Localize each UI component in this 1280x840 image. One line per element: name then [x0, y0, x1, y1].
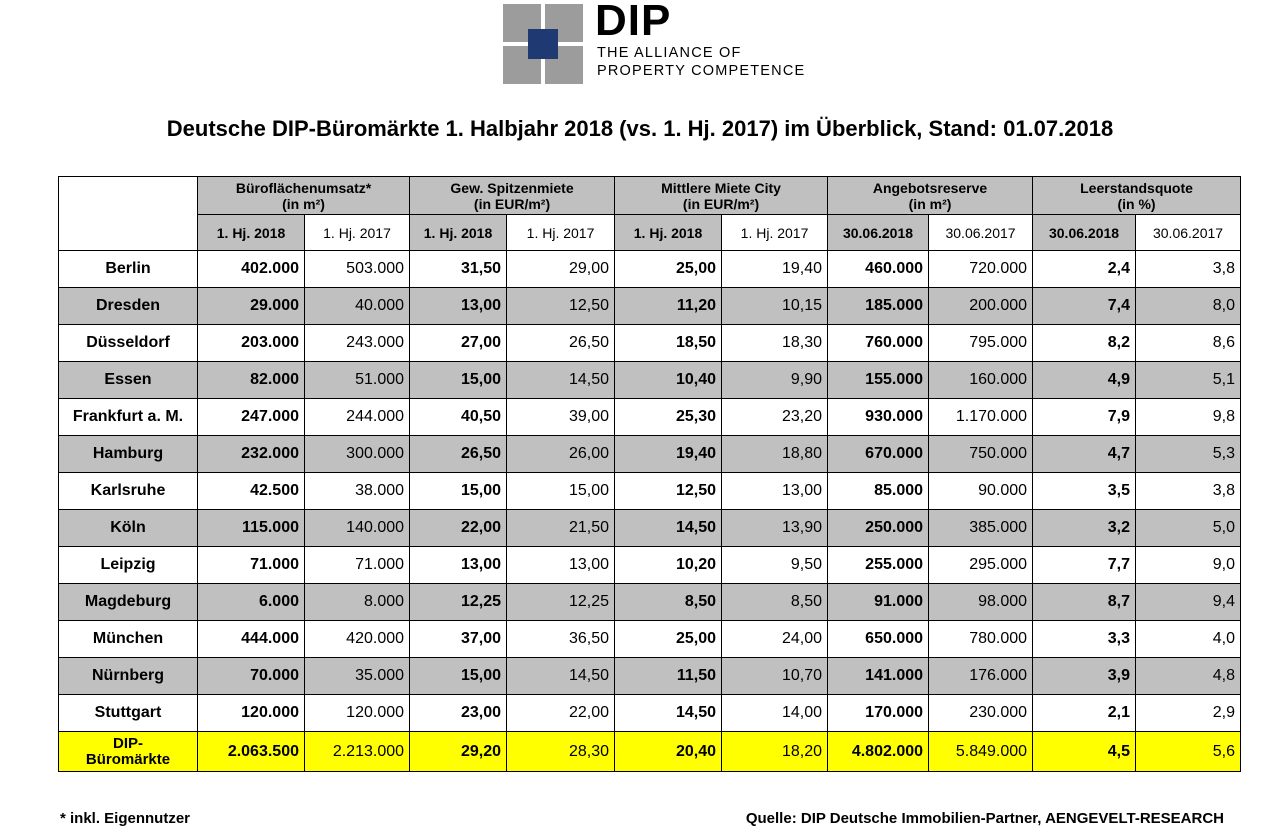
table-row	[59, 362, 1241, 399]
table-cell: 420.000	[305, 621, 410, 658]
city-name: Nürnberg	[59, 658, 198, 695]
table-cell: 120.000	[198, 695, 305, 732]
column-group-header: Büroflächenumsatz* (in m²)	[198, 177, 410, 215]
total-cell: 20,40	[615, 732, 722, 772]
table-cell: 51.000	[305, 362, 410, 399]
table-cell: 71.000	[198, 547, 305, 584]
table-cell: 7,9	[1033, 399, 1136, 436]
table-cell: 11,20	[615, 288, 722, 325]
table-cell: 5,0	[1136, 510, 1241, 547]
table-cell: 250.000	[828, 510, 929, 547]
table-cell: 3,8	[1136, 251, 1241, 288]
city-name: Stuttgart	[59, 695, 198, 732]
table-cell: 18,50	[615, 325, 722, 362]
table-cell: 11,50	[615, 658, 722, 695]
column-group-header: Mittlere Miete City (in EUR/m²)	[615, 177, 828, 215]
table-cell: 12,25	[507, 584, 615, 621]
table-cell: 10,70	[722, 658, 828, 695]
table-cell: 8.000	[305, 584, 410, 621]
total-cell: 18,20	[722, 732, 828, 772]
table-row	[59, 436, 1241, 473]
table-row	[59, 325, 1241, 362]
table-cell: 232.000	[198, 436, 305, 473]
dip-logo-mark-icon	[503, 4, 583, 84]
table-row	[59, 695, 1241, 732]
total-cell: 2.213.000	[305, 732, 410, 772]
table-cell: 91.000	[828, 584, 929, 621]
table-cell: 25,00	[615, 251, 722, 288]
dip-logo	[503, 0, 833, 84]
table-row	[59, 547, 1241, 584]
period-subheader: 30.06.2017	[929, 215, 1033, 251]
table-cell: 203.000	[198, 325, 305, 362]
table-cell: 460.000	[828, 251, 929, 288]
table-cell: 155.000	[828, 362, 929, 399]
table-cell: 8,50	[722, 584, 828, 621]
table-cell: 14,00	[722, 695, 828, 732]
total-cell: 29,20	[410, 732, 507, 772]
table-cell: 8,50	[615, 584, 722, 621]
table-cell: 14,50	[615, 510, 722, 547]
table-cell: 8,7	[1033, 584, 1136, 621]
table-cell: 85.000	[828, 473, 929, 510]
table-cell: 5,3	[1136, 436, 1241, 473]
footnote: * inkl. Eigennutzer	[60, 810, 191, 827]
table-cell: 82.000	[198, 362, 305, 399]
table-cell: 4,7	[1033, 436, 1136, 473]
table-cell: 2,1	[1033, 695, 1136, 732]
table-cell: 295.000	[929, 547, 1033, 584]
page-title: Deutsche DIP-Büromärkte 1. Halbjahr 2018 (vs. 1. Hj. 2017) im Überblick, Stand: 01.07.2018	[166, 116, 1114, 141]
table-row	[59, 399, 1241, 436]
city-name: Berlin	[59, 251, 198, 288]
city-name: Dresden	[59, 288, 198, 325]
city-name: Frankfurt a. M.	[59, 399, 198, 436]
table-cell: 15,00	[410, 473, 507, 510]
period-subheader: 1. Hj. 2018	[410, 215, 507, 251]
table-cell: 13,00	[410, 288, 507, 325]
table-row	[59, 510, 1241, 547]
table-cell: 140.000	[305, 510, 410, 547]
table-cell: 4,9	[1033, 362, 1136, 399]
table-cell: 7,4	[1033, 288, 1136, 325]
table-cell: 795.000	[929, 325, 1033, 362]
table-cell: 29,00	[507, 251, 615, 288]
period-subheader: 1. Hj. 2018	[198, 215, 305, 251]
table-cell: 115.000	[198, 510, 305, 547]
table-cell: 9,4	[1136, 584, 1241, 621]
period-subheader: 30.06.2018	[828, 215, 929, 251]
table-cell: 13,00	[722, 473, 828, 510]
table-cell: 300.000	[305, 436, 410, 473]
total-label: DIP- Büromärkte	[59, 732, 198, 772]
table-cell: 760.000	[828, 325, 929, 362]
table-cell: 21,50	[507, 510, 615, 547]
table-cell: 13,00	[410, 547, 507, 584]
table-cell: 24,00	[722, 621, 828, 658]
table-row	[59, 621, 1241, 658]
total-row	[59, 732, 1241, 772]
period-subheader: 1. Hj. 2018	[615, 215, 722, 251]
table-row	[59, 473, 1241, 510]
table-cell: 31,50	[410, 251, 507, 288]
table-cell: 930.000	[828, 399, 929, 436]
table-cell: 14,50	[615, 695, 722, 732]
table-cell: 230.000	[929, 695, 1033, 732]
table-cell: 12,50	[615, 473, 722, 510]
logo-wordmark: DIP	[595, 0, 672, 45]
table-cell: 3,8	[1136, 473, 1241, 510]
table-cell: 10,20	[615, 547, 722, 584]
table-cell: 6.000	[198, 584, 305, 621]
table-cell: 10,15	[722, 288, 828, 325]
table-cell: 4,8	[1136, 658, 1241, 695]
table-cell: 3,3	[1033, 621, 1136, 658]
city-name: Hamburg	[59, 436, 198, 473]
table-cell: 98.000	[929, 584, 1033, 621]
city-name: Düsseldorf	[59, 325, 198, 362]
table-row	[59, 251, 1241, 288]
table-row	[59, 288, 1241, 325]
table-cell: 13,00	[507, 547, 615, 584]
table-cell: 18,80	[722, 436, 828, 473]
table-cell: 90.000	[929, 473, 1033, 510]
table-cell: 670.000	[828, 436, 929, 473]
table-cell: 3,5	[1033, 473, 1136, 510]
table-cell: 176.000	[929, 658, 1033, 695]
period-subheader: 30.06.2017	[1136, 215, 1241, 251]
table-cell: 40,50	[410, 399, 507, 436]
table-cell: 18,30	[722, 325, 828, 362]
table-cell: 9,0	[1136, 547, 1241, 584]
office-market-table	[58, 176, 1241, 772]
table-cell: 8,0	[1136, 288, 1241, 325]
table-cell: 39,00	[507, 399, 615, 436]
table-cell: 70.000	[198, 658, 305, 695]
table-cell: 3,2	[1033, 510, 1136, 547]
table-cell: 35.000	[305, 658, 410, 695]
table-cell: 244.000	[305, 399, 410, 436]
column-group-header: Gew. Spitzenmiete (in EUR/m²)	[410, 177, 615, 215]
table-cell: 37,00	[410, 621, 507, 658]
table-cell: 15,00	[410, 658, 507, 695]
city-name: Leipzig	[59, 547, 198, 584]
table-cell: 25,30	[615, 399, 722, 436]
period-subheader: 1. Hj. 2017	[507, 215, 615, 251]
table-cell: 4,0	[1136, 621, 1241, 658]
table-row	[59, 584, 1241, 621]
logo-tagline: THE ALLIANCE OF PROPERTY COMPETENCE	[597, 45, 806, 79]
table-cell: 2,9	[1136, 695, 1241, 732]
table-cell: 3,9	[1033, 658, 1136, 695]
city-name: Essen	[59, 362, 198, 399]
period-subheader: 30.06.2018	[1033, 215, 1136, 251]
table-cell: 780.000	[929, 621, 1033, 658]
table-cell: 12,25	[410, 584, 507, 621]
table-cell: 15,00	[507, 473, 615, 510]
table-cell: 29.000	[198, 288, 305, 325]
table-cell: 2,4	[1033, 251, 1136, 288]
table-cell: 38.000	[305, 473, 410, 510]
table-cell: 14,50	[507, 658, 615, 695]
total-cell: 4.802.000	[828, 732, 929, 772]
city-name: München	[59, 621, 198, 658]
table-cell: 141.000	[828, 658, 929, 695]
table-cell: 7,7	[1033, 547, 1136, 584]
table-cell: 22,00	[410, 510, 507, 547]
table-cell: 402.000	[198, 251, 305, 288]
table-cell: 255.000	[828, 547, 929, 584]
table-cell: 15,00	[410, 362, 507, 399]
table-cell: 185.000	[828, 288, 929, 325]
total-cell: 5,6	[1136, 732, 1241, 772]
city-name: Köln	[59, 510, 198, 547]
table-cell: 23,20	[722, 399, 828, 436]
table-cell: 26,50	[410, 436, 507, 473]
table-cell: 10,40	[615, 362, 722, 399]
table-cell: 71.000	[305, 547, 410, 584]
table-cell: 9,90	[722, 362, 828, 399]
table-cell: 385.000	[929, 510, 1033, 547]
column-group-header: Leerstandsquote (in %)	[1033, 177, 1241, 215]
table-cell: 27,00	[410, 325, 507, 362]
column-group-header: Angebotsreserve (in m²)	[828, 177, 1033, 215]
period-subheader: 1. Hj. 2017	[305, 215, 410, 251]
table-cell: 200.000	[929, 288, 1033, 325]
table-cell: 40.000	[305, 288, 410, 325]
header-corner	[59, 177, 198, 251]
table-cell: 444.000	[198, 621, 305, 658]
table-cell: 19,40	[722, 251, 828, 288]
table-cell: 12,50	[507, 288, 615, 325]
source-note: Quelle: DIP Deutsche Immobilien-Partner, AENGEVELT-RESEARCH	[745, 810, 1224, 827]
table-cell: 750.000	[929, 436, 1033, 473]
table-cell: 720.000	[929, 251, 1033, 288]
table-cell: 14,50	[507, 362, 615, 399]
table-cell: 13,90	[722, 510, 828, 547]
table-cell: 5,1	[1136, 362, 1241, 399]
table-cell: 8,2	[1033, 325, 1136, 362]
table-cell: 26,50	[507, 325, 615, 362]
table-cell: 23,00	[410, 695, 507, 732]
city-name: Magdeburg	[59, 584, 198, 621]
table-cell: 247.000	[198, 399, 305, 436]
city-name: Karlsruhe	[59, 473, 198, 510]
period-subheader: 1. Hj. 2017	[722, 215, 828, 251]
table-cell: 1.170.000	[929, 399, 1033, 436]
table-cell: 9,8	[1136, 399, 1241, 436]
table-cell: 160.000	[929, 362, 1033, 399]
total-cell: 4,5	[1033, 732, 1136, 772]
table-cell: 26,00	[507, 436, 615, 473]
table-cell: 170.000	[828, 695, 929, 732]
table-cell: 650.000	[828, 621, 929, 658]
table-cell: 8,6	[1136, 325, 1241, 362]
table-cell: 9,50	[722, 547, 828, 584]
table-row	[59, 658, 1241, 695]
table-cell: 22,00	[507, 695, 615, 732]
table-cell: 36,50	[507, 621, 615, 658]
total-cell: 28,30	[507, 732, 615, 772]
table-cell: 42.500	[198, 473, 305, 510]
total-cell: 5.849.000	[929, 732, 1033, 772]
table-cell: 243.000	[305, 325, 410, 362]
table-cell: 19,40	[615, 436, 722, 473]
table-cell: 25,00	[615, 621, 722, 658]
table-cell: 503.000	[305, 251, 410, 288]
total-cell: 2.063.500	[198, 732, 305, 772]
table-cell: 120.000	[305, 695, 410, 732]
